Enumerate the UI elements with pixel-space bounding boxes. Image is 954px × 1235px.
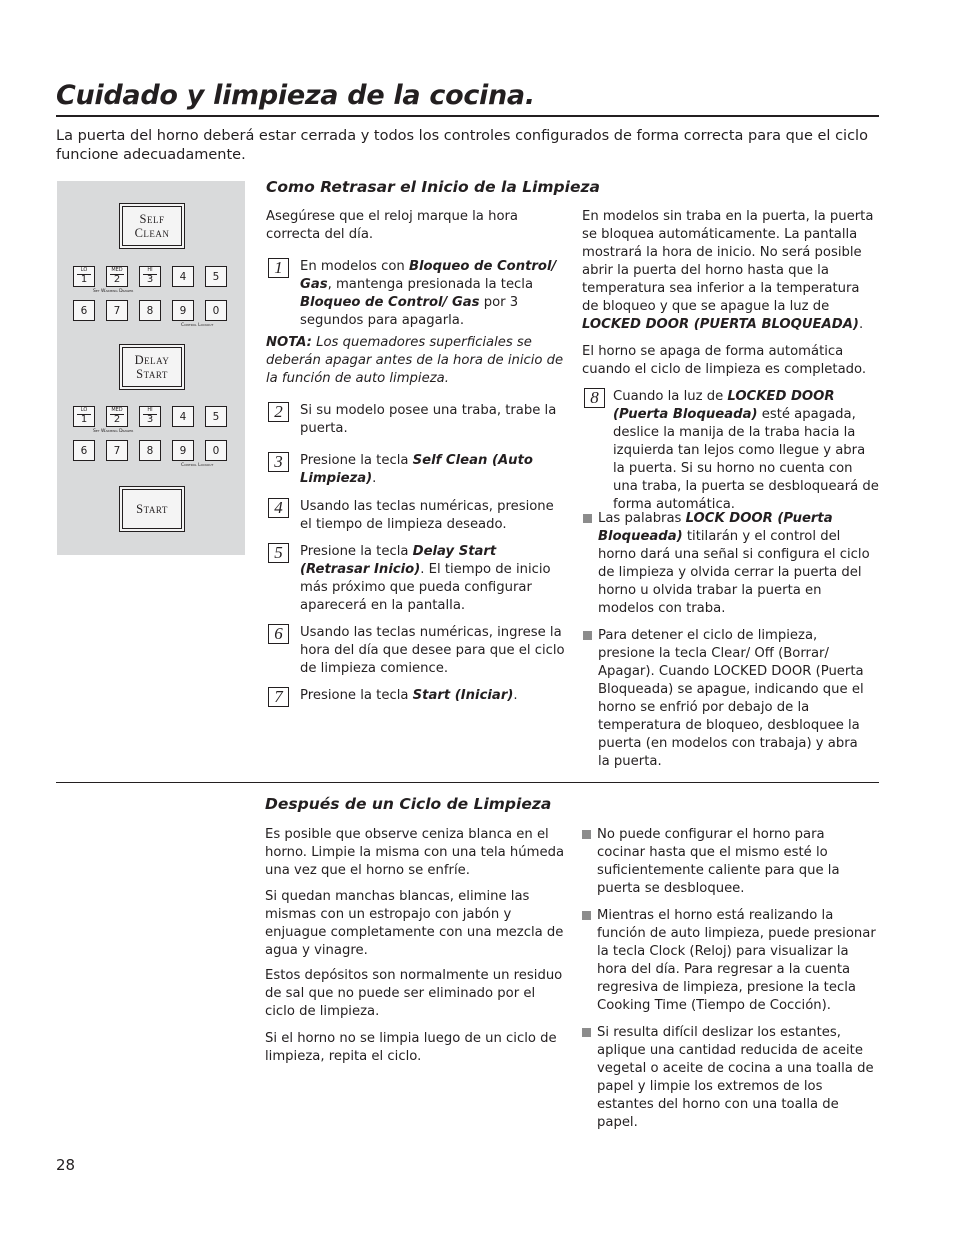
warming-drawer-caption: Set Warming Drawer <box>93 289 134 294</box>
step-number: 5 <box>268 543 289 563</box>
key-0: 0 <box>205 440 227 461</box>
page-title: Cuidado y limpieza de la cocina. <box>56 80 535 111</box>
key-9: 9 <box>172 300 194 321</box>
key-8: 8 <box>139 440 161 461</box>
step-text: Si su modelo posee una traba, trabe la puerta. <box>300 403 557 436</box>
step-text: Presione la tecla Start (Iniciar). <box>300 688 518 703</box>
key-6: 6 <box>73 300 95 321</box>
key-2: MED 2 <box>106 406 128 427</box>
start-key-label: Start <box>136 502 168 516</box>
self-clean-key-label-1: Self <box>139 212 165 226</box>
step-text: Presione la tecla Self Clean (Auto Limpieza). <box>300 453 533 486</box>
key-8: 8 <box>139 300 161 321</box>
key-6: 6 <box>73 440 95 461</box>
delay-clean-heading: Como Retrasar el Inicio de la Limpieza <box>266 178 600 196</box>
auto-off-paragraph: El horno se apaga de forma automática cuando el ciclo de limpieza es completado. <box>582 344 867 377</box>
locked-door-paragraph: En modelos sin traba en la puerta, la puerta se bloquea automáticamente. La pantalla mostrará la hora de inicio. No será posible abrir la puerta del horno hasta que la temperatura sea inferior a la temperatura de bloqueo y que se apague la luz de LOCKED DOOR (PUERTA BLOQUEADA). <box>582 209 874 332</box>
delay-start-key-label-2: Start <box>136 367 168 381</box>
key-4: 4 <box>172 406 194 427</box>
bullet-text: Si resulta difícil deslizar los estantes, aplique una cantidad reducida de aceite vegetal o aceite de cocina a una toalla de papel y limpie los extremos de los estantes del horno con una toalla de papel. <box>597 1025 874 1130</box>
after-paragraph-2: Si quedan manchas blancas, elimine las mismas con un estropajo con jabón y enjuague completamente con una mezcla de agua y vinagre. <box>265 889 564 958</box>
step-text: Presione la tecla Delay Start (Retrasar Inicio). El tiempo de inicio más próximo que pueda configurar aparecerá en la pantalla. <box>300 544 551 613</box>
bullet-text: Mientras el horno está realizando la función de auto limpieza, puede presionar la tecla Clock (Reloj) para visualizar la hora del día. Para regresar a la cuenta regresiva de limpieza, presione la tecla Cooking Time (Tiempo de Cocción). <box>597 908 876 1013</box>
page-number: 28 <box>56 1156 76 1174</box>
step-number: 1 <box>268 258 289 278</box>
key-9: 9 <box>172 440 194 461</box>
step-number: 6 <box>268 624 289 644</box>
key-0: 0 <box>205 300 227 321</box>
step-number: 3 <box>268 452 289 472</box>
step-number: 4 <box>268 498 289 518</box>
bullet-square-icon <box>583 631 592 640</box>
after-paragraph-1: Es posible que observe ceniza blanca en el horno. Limpie la misma con una tela húmeda una vez que el horno se enfríe. <box>265 827 565 878</box>
section-divider <box>56 782 879 783</box>
key-1: LO 1 <box>73 406 95 427</box>
key-3: HI 3 <box>139 266 161 287</box>
control-lockout-caption: Control Lockout <box>181 323 214 328</box>
delay-start-key-label-1: Delay <box>134 353 170 367</box>
after-clean-heading: Después de un Ciclo de Limpieza <box>265 795 552 813</box>
after-paragraph-4: Si el horno no se limpia luego de un ciclo de limpieza, repita el ciclo. <box>265 1031 557 1064</box>
start-key <box>119 486 185 532</box>
bullet-square-icon <box>582 1028 591 1037</box>
bullet-text: Las palabras LOCK DOOR (Puerta Bloqueada) titilarán y el control del horno dará una señal si configura el ciclo de limpieza y olvida cerrar la puerta del horno u olvida trabar la puerta en modelos con traba. <box>598 511 870 616</box>
key-7: 7 <box>106 440 128 461</box>
key-2: MED 2 <box>106 266 128 287</box>
step-number: 2 <box>268 402 289 422</box>
delay-start-key <box>119 344 185 390</box>
key-5: 5 <box>205 266 227 287</box>
step-number: 8 <box>584 388 605 408</box>
bullet-square-icon <box>582 911 591 920</box>
title-rule <box>56 115 879 117</box>
key-7: 7 <box>106 300 128 321</box>
key-1: LO 1 <box>73 266 95 287</box>
warming-drawer-caption: Set Warming Drawer <box>93 429 134 434</box>
self-clean-key <box>119 203 185 249</box>
bullet-square-icon <box>582 830 591 839</box>
step-text: Usando las teclas numéricas, ingrese la hora del día que desee para que el ciclo de limpieza comience. <box>300 625 565 676</box>
note-paragraph: NOTA: Los quemadores superficiales se deberán apagar antes de la hora de inicio de la función de auto limpieza. <box>266 335 564 386</box>
step-text: Usando las teclas numéricas, presione el tiempo de limpieza deseado. <box>300 499 554 532</box>
control-panel-illustration <box>57 181 245 555</box>
key-4: 4 <box>172 266 194 287</box>
step-number: 7 <box>268 687 289 707</box>
bullet-square-icon <box>583 514 592 523</box>
key-3: HI 3 <box>139 406 161 427</box>
control-lockout-caption: Control Lockout <box>181 463 214 468</box>
step-text: En modelos con Bloqueo de Control/ Gas, mantenga presionada la tecla Bloqueo de Control/ Gas por 3 segundos para apagarla. <box>300 259 557 328</box>
self-clean-key-label-2: Clean <box>134 226 170 240</box>
bullet-text: No puede configurar el horno para cocinar hasta que el mismo esté lo suficientemente caliente para que la puerta se desbloquee. <box>597 827 840 896</box>
key-5: 5 <box>205 406 227 427</box>
intro-paragraph: La puerta del horno deberá estar cerrada y todos los controles configurados de forma correcta para que el ciclo funcione adecuadamente. <box>56 128 868 163</box>
delay-intro: Asegúrese que el reloj marque la hora correcta del día. <box>266 209 519 242</box>
after-paragraph-3: Estos depósitos son normalmente un residuo de sal que no puede ser eliminado por el ciclo de limpieza. <box>265 968 563 1019</box>
bullet-text: Para detener el ciclo de limpieza, presione la tecla Clear/ Off (Borrar/ Apagar). Cuando LOCKED DOOR (Puerta Bloqueada) se apague, indicando que el horno se enfrió por debajo de la temperatura de bloqueo, desbloquee la puerta (en modelos con trabaja) y abra la puerta. <box>598 628 864 769</box>
step-text: Cuando la luz de LOCKED DOOR (Puerta Bloqueada) esté apagada, deslice la manija de la traba hacia la izquierda tan lejos como llegue y abra la puerta. Si su horno no cuenta con una traba, la puerta se desbloqueará de forma automática. <box>613 389 879 512</box>
